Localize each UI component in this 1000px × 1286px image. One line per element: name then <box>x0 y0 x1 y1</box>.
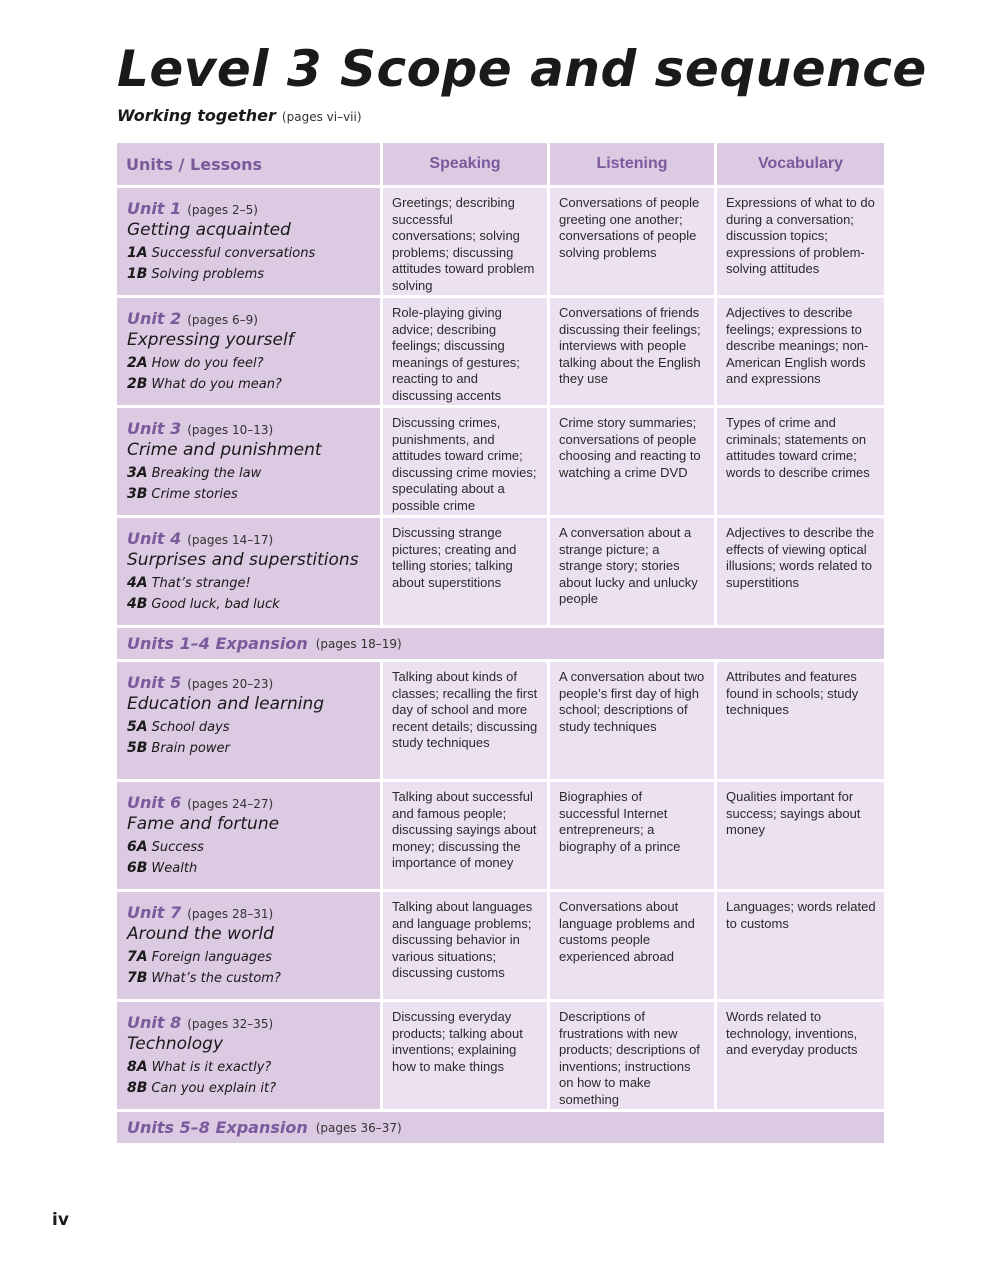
table-header-row <box>117 143 884 188</box>
unit-title: Expressing yourself <box>127 330 294 350</box>
table-row <box>117 518 884 628</box>
speaking-cell: Greetings; describing successful conversations; solving problems; discussing attitudes toward problem solving <box>383 188 550 298</box>
listening-cell: A conversation about two people’s first day of high school; descriptions of study techniques <box>550 662 717 782</box>
speaking-cell: Discussing everyday products; talking about inventions; explaining how to make things <box>383 1002 550 1112</box>
scope-sequence-table <box>117 143 884 1146</box>
unit-heading: Unit 7 (pages 28–31) <box>127 903 274 922</box>
listening-cell: Biographies of successful Internet entrepreneurs; a biography of a prince <box>550 782 717 892</box>
column-header-listening: Listening <box>550 143 717 188</box>
vocabulary-cell: Attributes and features found in schools; study techniques <box>717 662 884 782</box>
subtitle <box>117 106 362 125</box>
lesson: 8A What is it exactly? <box>127 1059 272 1075</box>
lesson: 7B What’s the custom? <box>127 970 281 986</box>
lesson: 5B Brain power <box>127 740 230 756</box>
lesson: 2A How do you feel? <box>127 355 264 371</box>
speaking-cell: Talking about languages and language problems; discussing behavior in various situations; discussing customs <box>383 892 550 1002</box>
subtitle-text: Working together <box>117 106 276 125</box>
vocabulary-cell: Expressions of what to do during a conversation; discussion topics; expressions of problem-solving attitudes <box>717 188 884 298</box>
expansion-row <box>117 1112 884 1146</box>
speaking-cell: Discussing strange pictures; creating and telling stories; talking about superstitions <box>383 518 550 628</box>
table-row <box>117 1002 884 1112</box>
listening-cell: A conversation about a strange picture; a strange story; stories about lucky and unlucky people <box>550 518 717 628</box>
speaking-cell: Talking about successful and famous people; discussing sayings about money; discussing the importance of money <box>383 782 550 892</box>
listening-cell: Crime story summaries; conversations of people choosing and reacting to watching a crime DVD <box>550 408 717 518</box>
column-header-units: Units / Lessons <box>117 143 383 188</box>
unit-title: Fame and fortune <box>127 814 280 834</box>
unit-heading: Unit 1 (pages 2–5) <box>127 199 258 218</box>
expansion-label: Units 5–8 Expansion <box>127 1118 308 1137</box>
unit-heading: Unit 8 (pages 32–35) <box>127 1013 274 1032</box>
table-row <box>117 188 884 298</box>
unit-cell <box>117 298 383 408</box>
speaking-cell: Discussing crimes, punishments, and attitudes toward crime; discussing crime movies; speculating about a possible crime <box>383 408 550 518</box>
subtitle-pages: (pages vi–vii) <box>281 110 362 124</box>
speaking-cell: Role-playing giving advice; describing feelings; discussing meanings of gestures; reacting to and discussing accents <box>383 298 550 408</box>
lesson: 2B What do you mean? <box>127 376 282 392</box>
table-row <box>117 408 884 518</box>
listening-cell: Conversations about language problems and customs people experienced abroad <box>550 892 717 1002</box>
unit-cell <box>117 518 383 628</box>
unit-cell <box>117 1002 383 1112</box>
unit-heading: Unit 3 (pages 10–13) <box>127 419 274 438</box>
unit-title: Getting acquainted <box>127 220 291 240</box>
table-row <box>117 662 884 782</box>
expansion-label: Units 1–4 Expansion <box>127 634 308 653</box>
lesson: 6B Wealth <box>127 860 198 876</box>
unit-title: Around the world <box>127 924 274 944</box>
vocabulary-cell: Adjectives to describe feelings; expressions to describe meanings; non-American English words and expressions <box>717 298 884 408</box>
lesson: 7A Foreign languages <box>127 949 272 965</box>
lesson: 5A School days <box>127 719 230 735</box>
vocabulary-cell: Adjectives to describe the effects of viewing optical illusions; words related to superstitions <box>717 518 884 628</box>
speaking-cell: Talking about kinds of classes; recalling the first day of school and more recent details; discussing study techniques <box>383 662 550 782</box>
lesson: 1A Successful conversations <box>127 245 316 261</box>
unit-cell <box>117 892 383 1002</box>
vocabulary-cell: Qualities important for success; sayings about money <box>717 782 884 892</box>
page-number: iv <box>52 1210 69 1230</box>
expansion-pages: (pages 36–37) <box>315 1120 402 1135</box>
lesson: 4A That’s strange! <box>127 575 251 591</box>
vocabulary-cell: Languages; words related to customs <box>717 892 884 1002</box>
table-row <box>117 782 884 892</box>
column-header-vocabulary: Vocabulary <box>717 143 884 188</box>
unit-cell <box>117 662 383 782</box>
listening-cell: Conversations of friends discussing their feelings; interviews with people talking about the English they use <box>550 298 717 408</box>
listening-cell: Conversations of people greeting one another; conversations of people solving problems <box>550 188 717 298</box>
unit-title: Crime and punishment <box>127 440 322 460</box>
vocabulary-cell: Types of crime and criminals; statements on attitudes toward crime; words to describe crimes <box>717 408 884 518</box>
lesson: 3A Breaking the law <box>127 465 262 481</box>
expansion-pages: (pages 18–19) <box>315 636 402 651</box>
unit-heading: Unit 4 (pages 14–17) <box>127 529 274 548</box>
lesson: 4B Good luck, bad luck <box>127 596 280 612</box>
vocabulary-cell: Words related to technology, inventions, and everyday products <box>717 1002 884 1112</box>
lesson: 8B Can you explain it? <box>127 1080 276 1096</box>
unit-heading: Unit 5 (pages 20–23) <box>127 673 274 692</box>
unit-cell <box>117 408 383 518</box>
unit-title: Education and learning <box>127 694 325 714</box>
lesson: 1B Solving problems <box>127 266 265 282</box>
column-header-speaking: Speaking <box>383 143 550 188</box>
unit-cell <box>117 188 383 298</box>
expansion-row <box>117 628 884 662</box>
page-title: Level 3 Scope and sequence <box>117 40 927 98</box>
unit-title: Surprises and superstitions <box>127 550 359 570</box>
table-row <box>117 298 884 408</box>
unit-heading: Unit 6 (pages 24–27) <box>127 793 274 812</box>
table-row <box>117 892 884 1002</box>
unit-cell <box>117 782 383 892</box>
unit-title: Technology <box>127 1034 224 1054</box>
listening-cell: Descriptions of frustrations with new products; descriptions of inventions; instructions on how to make something <box>550 1002 717 1112</box>
lesson: 3B Crime stories <box>127 486 238 502</box>
unit-heading: Unit 2 (pages 6–9) <box>127 309 258 328</box>
lesson: 6A Success <box>127 839 204 855</box>
